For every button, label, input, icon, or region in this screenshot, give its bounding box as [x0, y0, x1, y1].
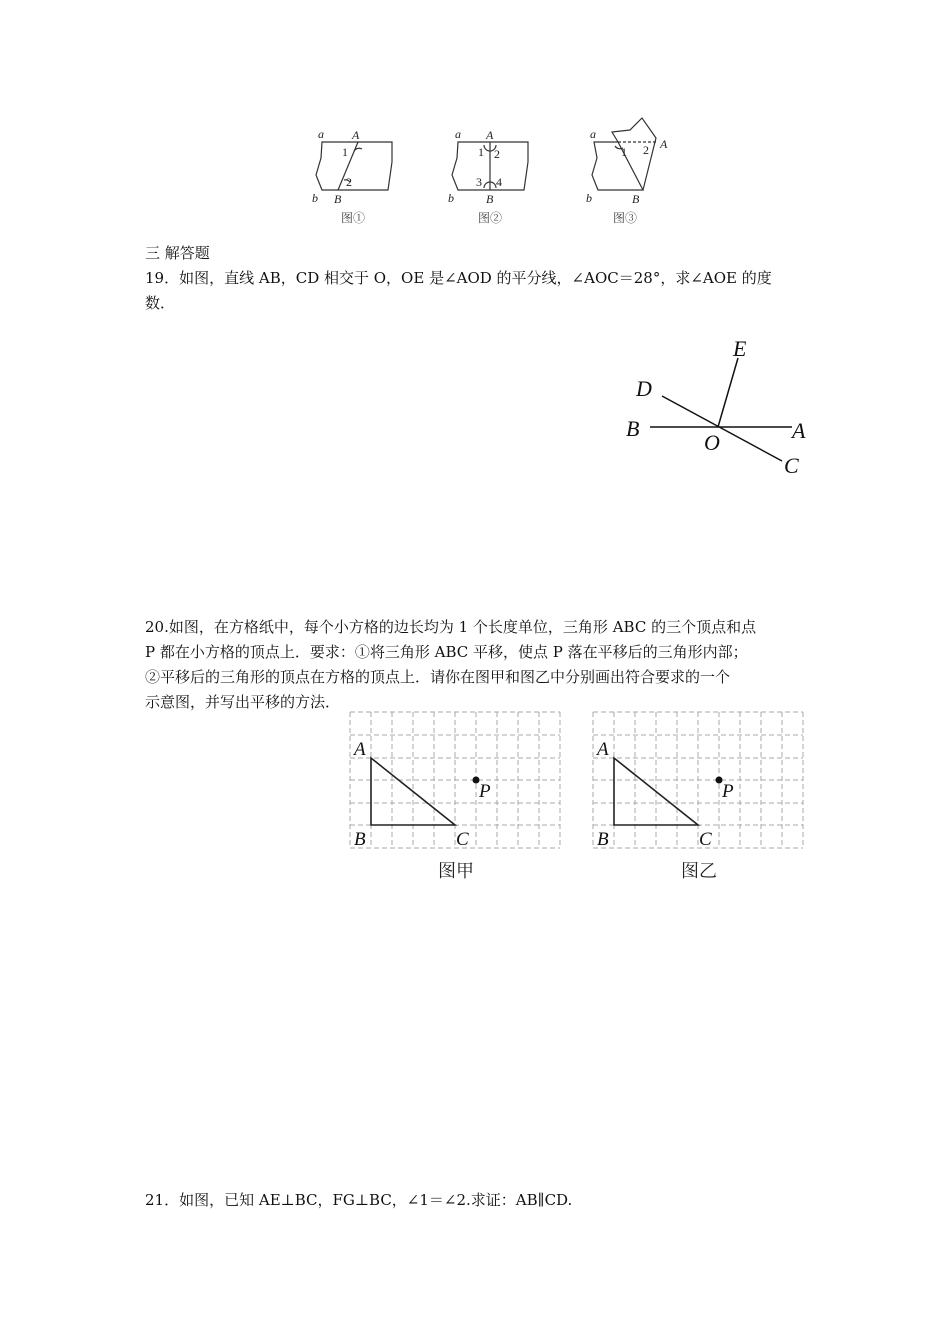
q19-label-O: O	[704, 430, 720, 455]
q20-text-line3: ②平移后的三角形的顶点在方格的顶点上．请你在图甲和图乙中分别画出符合要求的一个	[145, 668, 731, 686]
fig3-caption: 图③	[613, 211, 638, 225]
q19-figure	[620, 330, 820, 480]
fig1-label-A: A	[352, 128, 360, 142]
fig2-angle-1: 1	[478, 145, 484, 159]
grid1-label-P: P	[479, 781, 491, 802]
q20-grid-jia	[348, 710, 566, 885]
section-title: 三 解答题	[145, 244, 210, 262]
fig2-label-B: B	[486, 192, 494, 206]
q20-text-line4: 示意图，并写出平移的方法．	[145, 693, 341, 711]
fig3-label-B: B	[632, 192, 640, 206]
fig1-angle-1: 1	[342, 145, 348, 159]
fig1-label-B: B	[334, 192, 342, 206]
grid2-label-B: B	[597, 829, 609, 850]
ray-OE	[718, 358, 738, 427]
fig2-caption: 图②	[478, 211, 503, 225]
grid1-label-B: B	[354, 829, 366, 850]
grid2-label-P: P	[722, 781, 734, 802]
fig2-angle-2: 2	[494, 147, 500, 161]
fig1-caption: 图①	[341, 211, 366, 225]
q19-label-D: D	[636, 376, 652, 401]
q20-grid-yi	[591, 710, 809, 885]
top-figures	[300, 110, 690, 230]
fig3-angle-1: 1	[621, 145, 627, 159]
q19-label-C: C	[784, 453, 799, 478]
q19-label-B: B	[626, 416, 640, 441]
fig2-angle-4: 4	[496, 175, 502, 189]
fig3-angle-2: 2	[643, 143, 649, 157]
grid2-label-C: C	[699, 829, 712, 850]
q19-label-E: E	[733, 336, 747, 361]
q21-text-line1: 21．如图，已知 AE⊥BC，FG⊥BC，∠1＝∠2.求证：AB∥CD.	[145, 1191, 573, 1209]
fig2-label-b: b	[448, 191, 454, 205]
fig2-label-A: A	[486, 128, 494, 142]
grid1-label-C: C	[456, 829, 469, 850]
fig2-label-a: a	[455, 127, 461, 141]
line-DC	[662, 396, 782, 461]
fig3-label-a: a	[590, 127, 596, 141]
grid1-label-A: A	[354, 739, 366, 760]
fig1-angle-2: 2	[346, 175, 352, 189]
grid2-label-A: A	[597, 739, 609, 760]
q19-label-A: A	[792, 418, 806, 443]
fig1-label-b: b	[312, 191, 318, 205]
fig3-label-b: b	[586, 191, 592, 205]
q19-text-line1: 19．如图，直线 AB，CD 相交于 O，OE 是∠AOD 的平分线，∠AOC＝28°，求∠AOE 的度	[145, 269, 772, 287]
fig1-label-a: a	[318, 127, 324, 141]
grid1-caption: 图甲	[438, 861, 474, 881]
grid2-caption: 图乙	[681, 861, 717, 881]
q19-text-line2: 数．	[145, 294, 176, 312]
q20-text-line1: 20.如图，在方格纸中，每个小方格的边长均为 1 个长度单位，三角形 ABC 的三个顶点和点	[145, 618, 757, 636]
q20-text-line2: P 都在小方格的顶点上．要求：①将三角形 ABC 平移，使点 P 落在平移后的三角形内部；	[145, 643, 748, 661]
fig3-label-A: A	[660, 137, 668, 151]
fig2-angle-3: 3	[476, 175, 482, 189]
